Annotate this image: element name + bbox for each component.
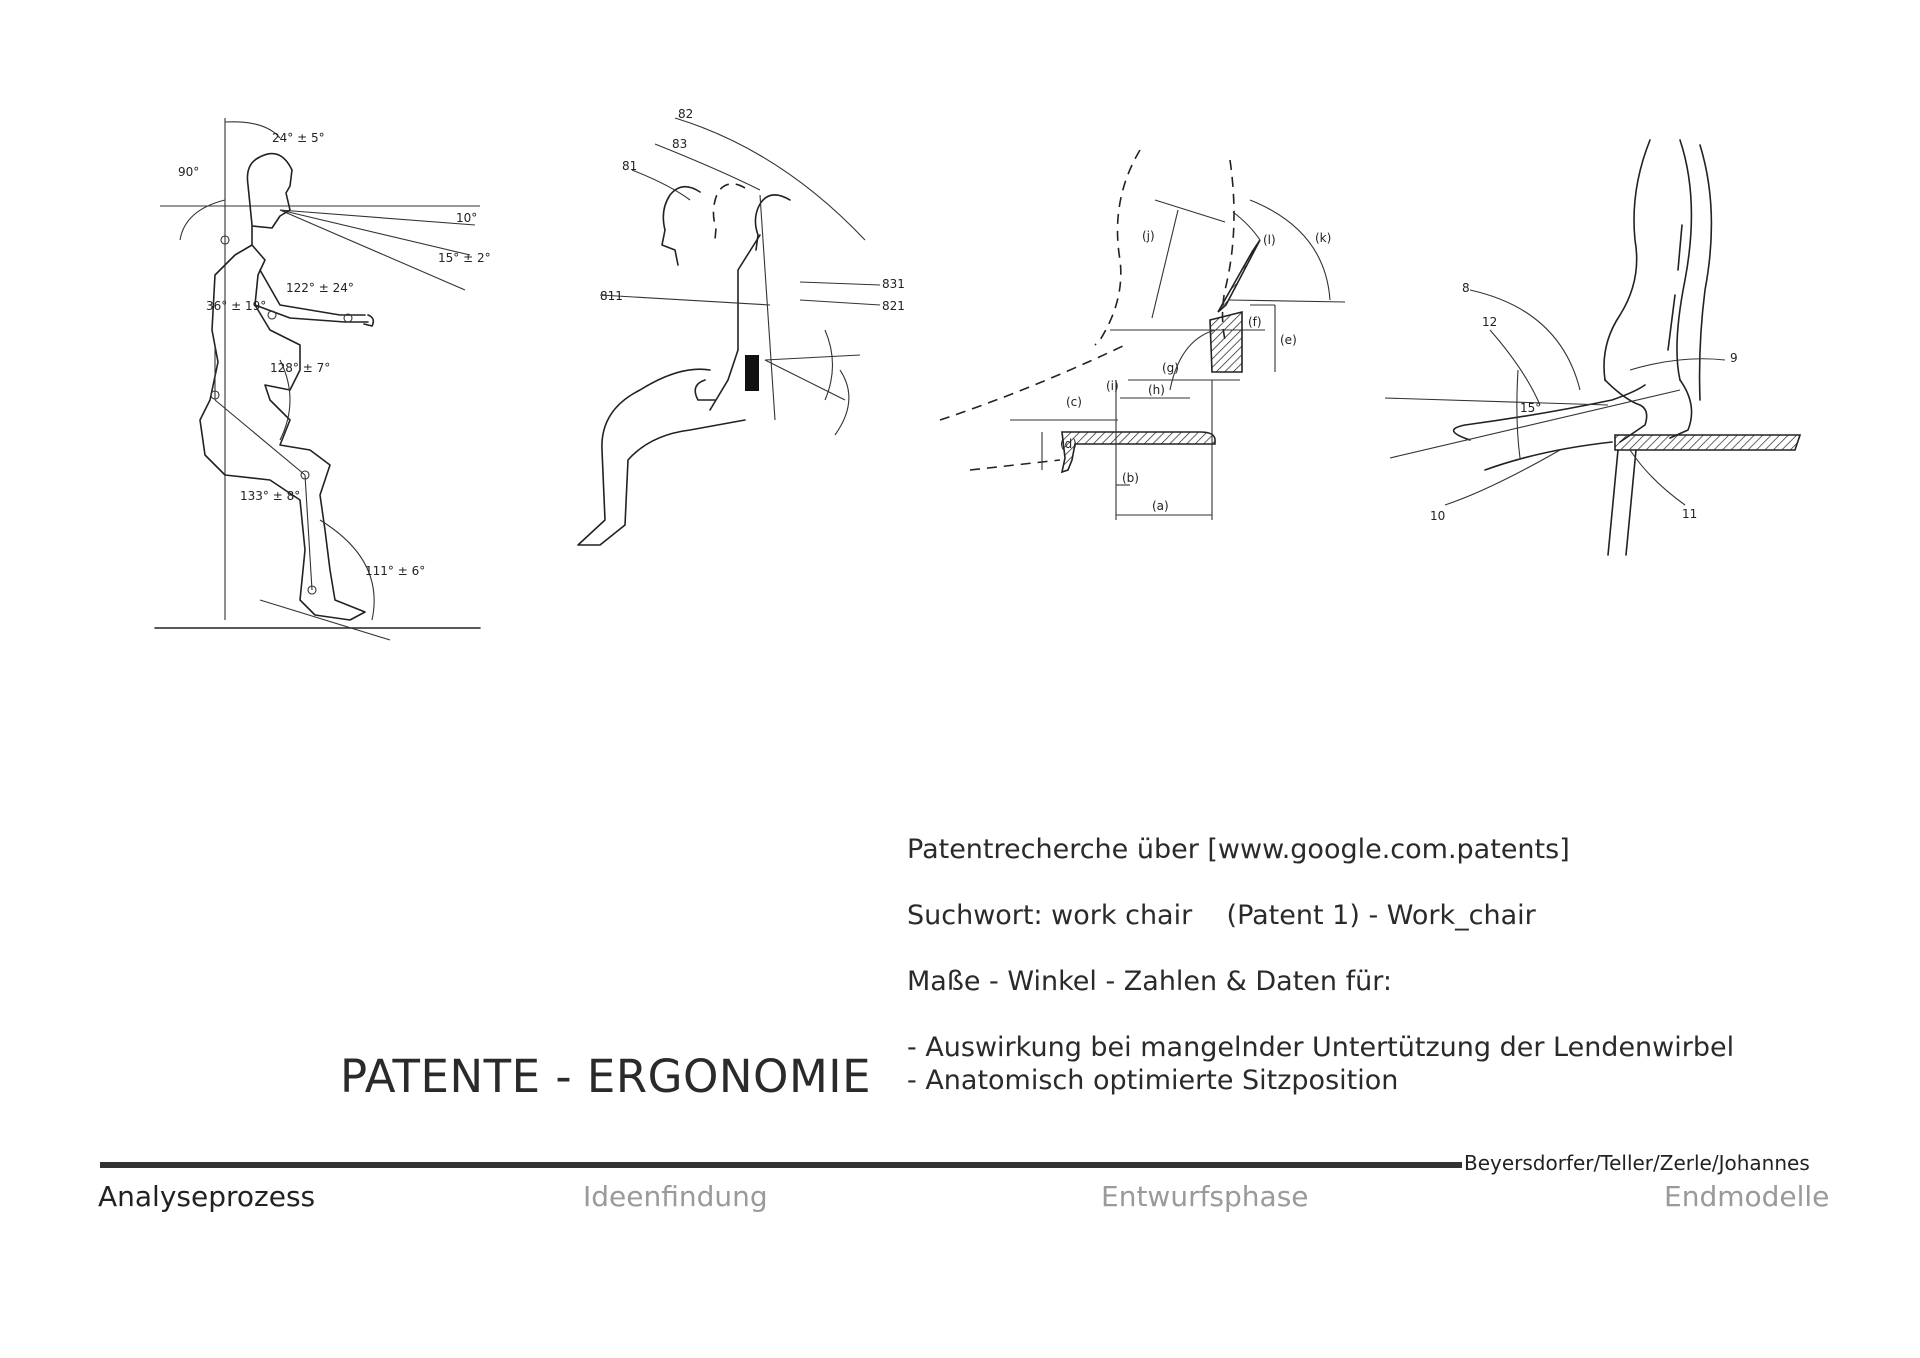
notes-intro: Maße - Winkel - Zahlen & Daten für: <box>907 966 1392 997</box>
posture-label-2: 10° <box>456 211 478 225</box>
seat-label-0: (j) <box>1142 229 1155 243</box>
notes-source: Patentrecherche über [www.google.com.patents] <box>907 834 1570 865</box>
notes-block <box>907 833 1867 1097</box>
figure-posture-diagram <box>140 100 500 660</box>
posture-label-5: 36° ± 19° <box>206 299 267 313</box>
lumbar-label-0: 8 <box>1462 281 1470 295</box>
recline-label-3: 811 <box>600 289 623 303</box>
figure-seat-section-diagram <box>930 140 1350 560</box>
seat-label-5: (g) <box>1162 361 1179 375</box>
seat-label-10: (b) <box>1122 471 1139 485</box>
recline-label-1: 83 <box>672 137 688 151</box>
figure-lumbar-diagram <box>1380 130 1820 570</box>
posture-label-0: 24° ± 5° <box>272 131 325 145</box>
recline-label-5: 821 <box>882 299 905 313</box>
lumbar-label-4: 10 <box>1430 509 1446 523</box>
seat-label-7: (h) <box>1148 383 1165 397</box>
seat-label-8: (c) <box>1066 395 1082 409</box>
nav-analyseprozess[interactable]: Analyseprozess <box>98 1180 316 1213</box>
recline-label-0: 82 <box>678 107 694 121</box>
recline-label-2: 81 <box>622 159 638 173</box>
posture-label-3: 15° ± 2° <box>438 251 491 265</box>
notes-search-term: Suchwort: work chair (Patent 1) - Work_chair <box>907 900 1536 931</box>
posture-label-8: 111° ± 6° <box>365 564 426 578</box>
lumbar-label-5: 11 <box>1682 507 1698 521</box>
posture-label-4: 122° ± 24° <box>286 281 354 295</box>
lumbar-label-1: 12 <box>1482 315 1498 329</box>
seat-label-1: (l) <box>1263 233 1276 247</box>
lumbar-label-3: 15° <box>1520 401 1542 415</box>
footer-authors: Beyersdorfer/Teller/Zerle/Johannes <box>1464 1151 1810 1175</box>
recline-label-4: 831 <box>882 277 905 291</box>
seat-label-2: (k) <box>1315 231 1332 245</box>
posture-figure-lines <box>155 118 480 640</box>
footer-divider <box>100 1162 1462 1168</box>
nav-endmodelle[interactable]: Endmodelle <box>1664 1180 1830 1213</box>
lumbar-label-2: 9 <box>1730 351 1738 365</box>
seat-label-3: (f) <box>1248 315 1262 329</box>
page-title: PATENTE - ERGONOMIE <box>340 1050 871 1103</box>
seat-label-9: (d) <box>1060 437 1077 451</box>
seat-label-4: (e) <box>1280 333 1297 347</box>
lumbar-figure-lines <box>1385 140 1800 555</box>
figure-recline-diagram <box>560 100 920 560</box>
seat-label-6: (i) <box>1106 379 1119 393</box>
posture-label-1: 90° <box>178 165 200 179</box>
nav-ideenfindung[interactable]: Ideenfindung <box>583 1180 768 1213</box>
recline-figure-lines <box>578 118 880 545</box>
posture-label-7: 133° ± 8° <box>240 489 301 503</box>
notes-bullet-1: - Auswirkung bei mangelnder Untertützung der Lendenwirbel <box>907 1032 1735 1063</box>
notes-bullet-2: - Anatomisch optimierte Sitzposition <box>907 1065 1399 1096</box>
nav-entwurfsphase[interactable]: Entwurfsphase <box>1101 1180 1309 1213</box>
posture-label-6: 128° ± 7° <box>270 361 331 375</box>
seat-label-11: (a) <box>1152 499 1169 513</box>
